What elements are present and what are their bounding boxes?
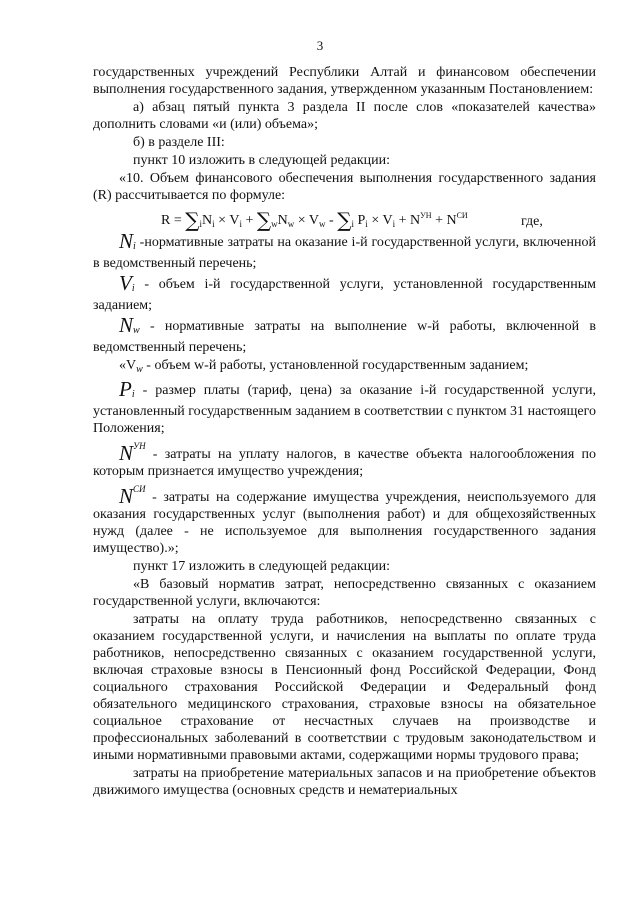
formula (93, 205, 596, 231)
definition-nsi: $N^{СИ}$ - затраты на содержание имущества учреждения, неиспользуемого для оказания государственных услуг (выполнения работ) и для общехозяйственных нужд (далее - не используемое для выполнения государственного задания имущество).»; (93, 484, 596, 556)
definition-pi: $P_i$ - размер платы (тариф, цена) за оказание i-й государственной услуги, установленный государственным заданием в соответствии с пунктом 31 настоящего Положения; (93, 377, 596, 436)
definition-nun: $N^{УН}$ - затраты на уплату налогов, в качестве объекта налогообложения по которым признается имущество учреждения; (93, 441, 596, 479)
paragraph-a: а) абзац пятый пункта 3 раздела II после слов «показателей качества» дополнить словами «и (или) объема»; (93, 100, 596, 132)
page-number: 3 (316, 38, 324, 53)
paragraph-item17-heading: пункт 17 изложить в следующей редакции: (133, 559, 390, 574)
definition-nw: $N_w$ - нормативные затраты на выполнение w-й работы, включенной в ведомственный перечень; (93, 313, 596, 355)
paragraph-intro: государственных учреждений Республики Алтай и финансовом обеспечении выполнения государственного задания, утвержденном указанным Постановлением: (93, 65, 596, 97)
paragraph-item17: «В базовый норматив затрат, непосредственно связанных с оказанием государственной услуги, включаются: (93, 577, 596, 609)
formula-where: где, (521, 214, 543, 229)
paragraph-item10-heading: пункт 10 изложить в следующей редакции: (133, 153, 390, 168)
paragraph-materials-costs: затраты на приобретение материальных запасов и на приобретение объектов движимого имущества (основных средств и нематериальных (93, 766, 596, 798)
paragraph-b: б) в разделе III: (133, 135, 225, 150)
paragraph-item10: «10. Объем финансового обеспечения выполнения государственного задания (R) рассчитывается по формуле: (93, 171, 596, 203)
definition-vw: «$V_w$ - объем w-й работы, установленной государственным заданием; (119, 358, 529, 375)
definition-ni: $N_i$ -нормативные затраты на оказание i-й государственной услуги, включенной в ведомственный перечень; (93, 229, 596, 271)
formula-expression: $R = \sum_iN_i \times V_i + \sum_wN_w \times V_w - \sum_i$ $P_i \times V_i + N^{УН} + N^{СИ}$ (161, 208, 468, 232)
definition-vi: $V_i$ - объем i-й государственной услуги, установленной государственным заданием; (93, 271, 596, 313)
document-body (93, 64, 596, 800)
paragraph-labor-costs: затраты на оплату труда работников, непосредственно связанных с оказанием государственной услуги, и начисления на выплаты по оплате труда работников, непосредственно связанных с оказанием государственной услуги, включая страховые взносы в Пенсионный фонд Российской Федерации, Фонд социального страхования Российской Федерации и Федеральный фонд обязательного медицинского страхования, страховые взносы на обязательное социальное страхование от несчастных случаев на производстве и профессиональных заболеваний в соответствии с трудовым законодательством и иными нормативными правовыми актами, содержащими нормы трудового права; (93, 612, 596, 763)
